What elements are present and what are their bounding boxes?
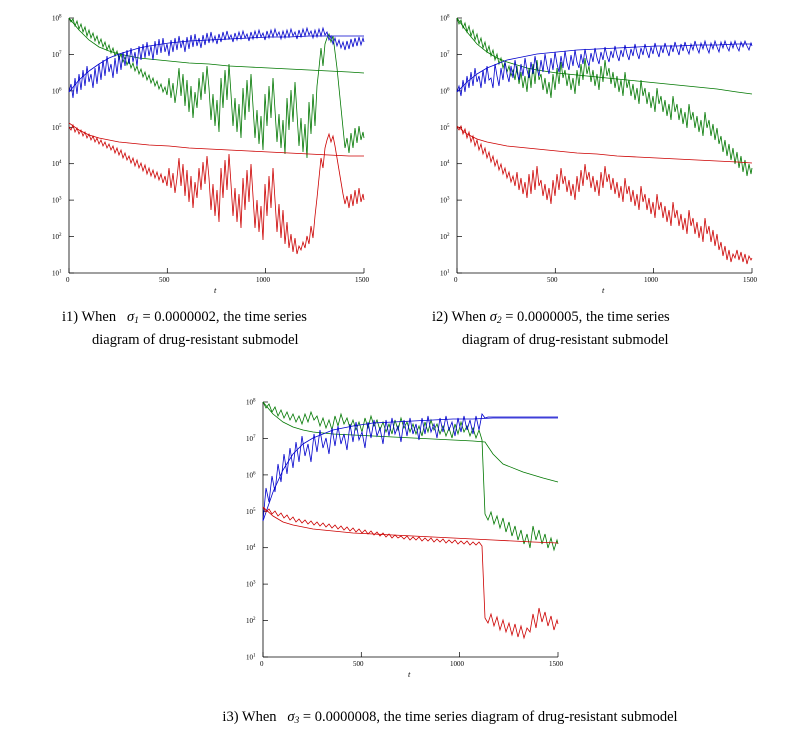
- caption-i1-symbol-sub: 1: [134, 316, 139, 326]
- svg-text:106: $10^6$: [440, 87, 450, 96]
- caption-i3-prefix: i3) When: [222, 709, 277, 725]
- svg-text:0: 0: [260, 660, 264, 668]
- svg-text:101: $10^1$: [246, 653, 256, 662]
- caption-i3-symbol: σ: [287, 709, 295, 725]
- svg-text:107: $10^7$: [246, 434, 256, 443]
- svg-text:500: 500: [547, 276, 558, 284]
- svg-text:0: 0: [66, 276, 70, 284]
- svg-text:104: $10^4$: [246, 544, 256, 553]
- svg-text:500: 500: [159, 276, 170, 284]
- svg-text:1500: 1500: [743, 276, 757, 284]
- svg-text:103: $10^3$: [440, 196, 450, 205]
- chart-svg-i2: [432, 8, 762, 300]
- svg-text:102: $10^2$: [246, 617, 256, 626]
- svg-text:102: $10^2$: [52, 233, 62, 242]
- caption-i1-symbol: σ: [126, 309, 135, 325]
- caption-i1-prefix: i1) When: [62, 309, 117, 325]
- chart-svg-i1: [44, 8, 374, 300]
- svg-text:t: t: [408, 669, 411, 679]
- svg-text:1500: 1500: [549, 660, 563, 668]
- caption-i2-line2: diagram of drug-resistant submodel: [462, 331, 669, 348]
- series-i2: [457, 18, 752, 264]
- caption-i3-value: = 0.0000008: [302, 709, 377, 725]
- svg-text:101: $10^1$: [52, 269, 62, 278]
- chart-svg-i3: [238, 392, 568, 684]
- axis-i2: [440, 15, 758, 296]
- svg-text:t: t: [214, 285, 217, 295]
- svg-text:1000: 1000: [450, 660, 464, 668]
- svg-text:105: $10^5$: [246, 507, 256, 516]
- svg-text:107: $10^7$: [440, 50, 450, 59]
- caption-i2: [432, 306, 762, 351]
- svg-text:1000: 1000: [256, 276, 270, 284]
- figure-panel-i2: [432, 8, 762, 348]
- svg-text:107: $10^7$: [52, 50, 62, 59]
- series-i3: [263, 402, 558, 638]
- svg-text:1000: 1000: [644, 276, 658, 284]
- caption-i1: [44, 306, 374, 351]
- plot-i2: [432, 8, 762, 300]
- svg-text:103: $10^3$: [246, 580, 256, 589]
- svg-text:102: $10^2$: [440, 233, 450, 242]
- svg-text:104: $10^4$: [440, 160, 450, 169]
- figure-panel-i1: [44, 8, 374, 348]
- caption-i2-rest: the time series: [585, 309, 670, 325]
- series-i1: [69, 18, 364, 254]
- caption-i2-symbol-sub: 2: [496, 316, 502, 326]
- svg-text:105: $10^5$: [52, 123, 62, 132]
- caption-i3-symbol-sub: 3: [294, 716, 300, 726]
- svg-text:101: $10^1$: [440, 269, 450, 278]
- svg-text:0: 0: [454, 276, 458, 284]
- caption-i1-value: = 0.0000002,: [142, 309, 220, 325]
- svg-text:103: $10^3$: [52, 196, 62, 205]
- caption-i3-rest: , the time series diagram of drug-resistant submodel: [376, 709, 678, 725]
- svg-text:500: 500: [353, 660, 364, 668]
- caption-i2-value: = 0.0000005,: [505, 309, 583, 325]
- figure-panel-i3: [238, 392, 568, 712]
- svg-text:108: $10^8$: [52, 14, 62, 23]
- svg-text:104: $10^4$: [52, 160, 62, 169]
- svg-text:108: $10^8$: [440, 14, 450, 23]
- svg-text:106: $10^6$: [246, 471, 256, 480]
- caption-i1-line2: diagram of drug-resistant submodel: [92, 331, 299, 348]
- caption-i1-rest: the time series: [223, 309, 307, 325]
- svg-text:105: $10^5$: [440, 123, 450, 132]
- svg-text:1500: 1500: [355, 276, 369, 284]
- svg-text:108: $10^8$: [246, 398, 256, 407]
- svg-text:106: $10^6$: [52, 87, 62, 96]
- svg-text:t: t: [602, 285, 605, 295]
- caption-i3: [180, 706, 720, 729]
- plot-i1: [44, 8, 374, 300]
- caption-i2-symbol: σ: [489, 309, 497, 325]
- plot-i3: [238, 392, 568, 684]
- caption-i2-prefix: i2) When: [432, 309, 487, 325]
